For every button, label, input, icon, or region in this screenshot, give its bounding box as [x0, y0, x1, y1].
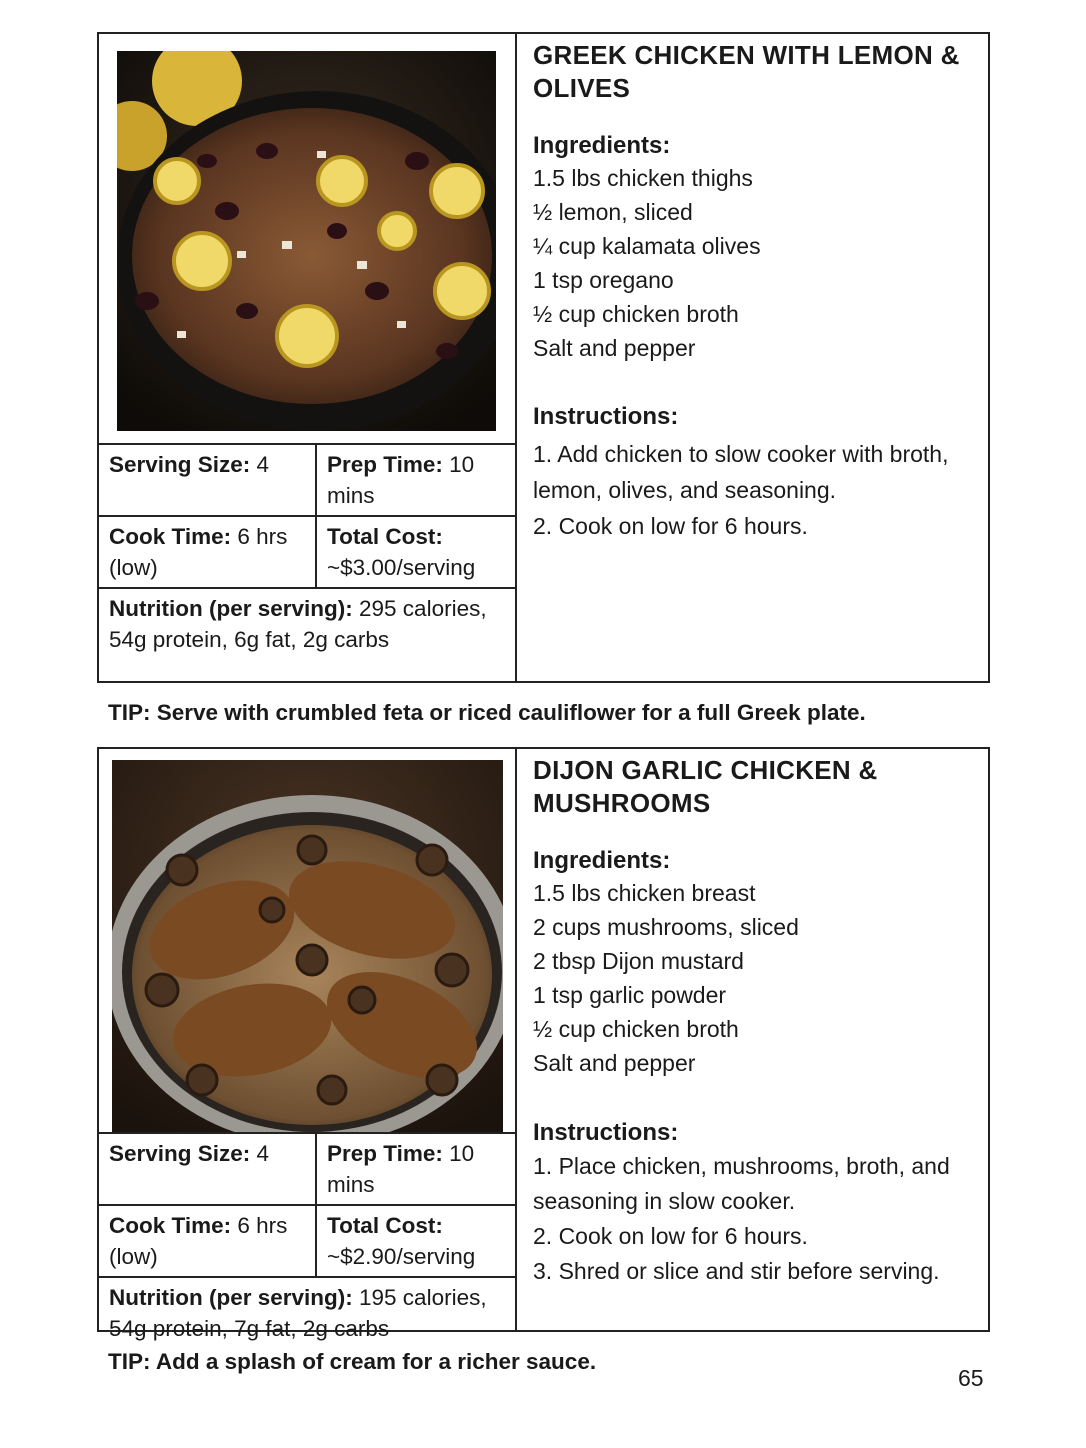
recipe-title: DIJON GARLIC CHICKEN & MUSHROOMS — [533, 755, 878, 818]
prep-time-value: 10 mins — [327, 452, 475, 508]
tip-text: Serve with crumbled feta or riced cauliflower for a full Greek plate. — [150, 700, 866, 725]
recipe-title: GREEK CHICKEN WITH LEMON & OLIVES — [533, 40, 960, 103]
serving-size-value: 4 — [250, 452, 270, 477]
ingredients-list — [533, 876, 976, 1080]
instructions-heading: Instructions: — [533, 403, 679, 430]
total-cost-cell — [317, 517, 515, 587]
serving-size-label: Serving Size: — [109, 452, 251, 477]
ingredients-heading: Ingredients: — [533, 847, 671, 874]
recipe-photo-greek-chicken — [117, 51, 496, 431]
ingredients-list — [533, 161, 976, 365]
serving-size-cell — [99, 445, 317, 515]
instruction-step: 2. Cook on low for 6 hours. — [533, 1223, 808, 1249]
prep-time-label: Prep Time: — [327, 452, 443, 477]
recipe-meta-table — [99, 1132, 515, 1348]
total-cost-value: ~$3.00/serving — [327, 555, 476, 580]
prep-time-value: 10 mins — [327, 1141, 475, 1197]
prep-time-cell — [317, 1134, 515, 1204]
instructions-list — [533, 1149, 976, 1289]
recipe-right-panel — [533, 749, 976, 1289]
recipe-meta-table — [99, 443, 515, 659]
pan-photo-icon — [112, 760, 503, 1133]
meta-row-cook-cost — [99, 1204, 515, 1276]
total-cost-cell — [317, 1206, 515, 1276]
recipe-left-panel — [99, 749, 517, 1341]
tip-text: Add a splash of cream for a richer sauce. — [150, 1349, 597, 1374]
ingredient-item: ½ lemon, sliced — [533, 199, 693, 225]
total-cost-label: Total Cost: — [327, 1213, 443, 1238]
meta-row-nutrition — [99, 587, 515, 659]
meta-row-nutrition — [99, 1276, 515, 1348]
nutrition-cell — [99, 1278, 515, 1348]
ingredient-item: Salt and pepper — [533, 1050, 696, 1076]
ingredient-item: Salt and pepper — [533, 335, 696, 361]
instruction-step: 3. Shred or slice and stir before serving. — [533, 1258, 940, 1284]
ingredient-item: 1 tsp garlic powder — [533, 982, 727, 1008]
instruction-step: 2. Cook on low for 6 hours. — [533, 513, 808, 539]
recipe-right-panel — [533, 34, 976, 544]
cook-time-value: 6 hrs (low) — [109, 1213, 288, 1269]
recipe-tip — [108, 1349, 596, 1375]
cook-time-label: Cook Time: — [109, 524, 232, 549]
page-number: 65 — [958, 1365, 984, 1391]
serving-size-label: Serving Size: — [109, 1141, 251, 1166]
meta-row-serving-prep — [99, 443, 515, 515]
recipe-card-dijon-chicken — [97, 747, 990, 1341]
ingredient-item: ½ cup chicken broth — [533, 1016, 739, 1042]
prep-time-label: Prep Time: — [327, 1141, 443, 1166]
instructions-heading: Instructions: — [533, 1119, 679, 1146]
instruction-step: 1. Place chicken, mushrooms, broth, and seasoning in slow cooker. — [533, 1153, 950, 1214]
cook-time-label: Cook Time: — [109, 1213, 232, 1238]
ingredient-item: 1.5 lbs chicken breast — [533, 880, 756, 906]
tip-label: TIP: — [108, 1349, 151, 1374]
recipe-card-greek-chicken — [97, 32, 990, 683]
prep-time-cell — [317, 445, 515, 515]
total-cost-value: ~$2.90/serving — [327, 1244, 476, 1269]
ingredient-item: 1.5 lbs chicken thighs — [533, 165, 753, 191]
nutrition-label: Nutrition (per serving): — [109, 596, 353, 621]
meta-row-serving-prep — [99, 1132, 515, 1204]
tip-label: TIP: — [108, 700, 151, 725]
instruction-step: 1. Add chicken to slow cooker with broth, lemon, olives, and seasoning. — [533, 441, 949, 503]
skillet-photo-icon — [117, 51, 496, 431]
ingredient-item: 2 tbsp Dijon mustard — [533, 948, 744, 974]
total-cost-label: Total Cost: — [327, 524, 443, 549]
cook-time-cell — [99, 1206, 317, 1276]
meta-row-cook-cost — [99, 515, 515, 587]
recipe-photo-dijon-chicken — [112, 760, 503, 1133]
recipe-tip — [108, 700, 866, 726]
instructions-list — [533, 436, 976, 544]
serving-size-cell — [99, 1134, 317, 1204]
cook-time-cell — [99, 517, 317, 587]
ingredient-item: 1 tsp oregano — [533, 267, 674, 293]
nutrition-value: 295 calories, 54g protein, 6g fat, 2g carbs — [109, 596, 487, 652]
ingredient-item: 2 cups mushrooms, sliced — [533, 914, 799, 940]
ingredient-item: ¼ cup kalamata olives — [533, 233, 761, 259]
recipe-left-panel — [99, 34, 517, 681]
nutrition-value: 195 calories, 54g protein, 7g fat, 2g carbs — [109, 1285, 487, 1341]
serving-size-value: 4 — [250, 1141, 270, 1166]
ingredients-heading: Ingredients: — [533, 132, 671, 159]
nutrition-cell — [99, 589, 515, 659]
cook-time-value: 6 hrs (low) — [109, 524, 288, 580]
ingredient-item: ½ cup chicken broth — [533, 301, 739, 327]
nutrition-label: Nutrition (per serving): — [109, 1285, 353, 1310]
